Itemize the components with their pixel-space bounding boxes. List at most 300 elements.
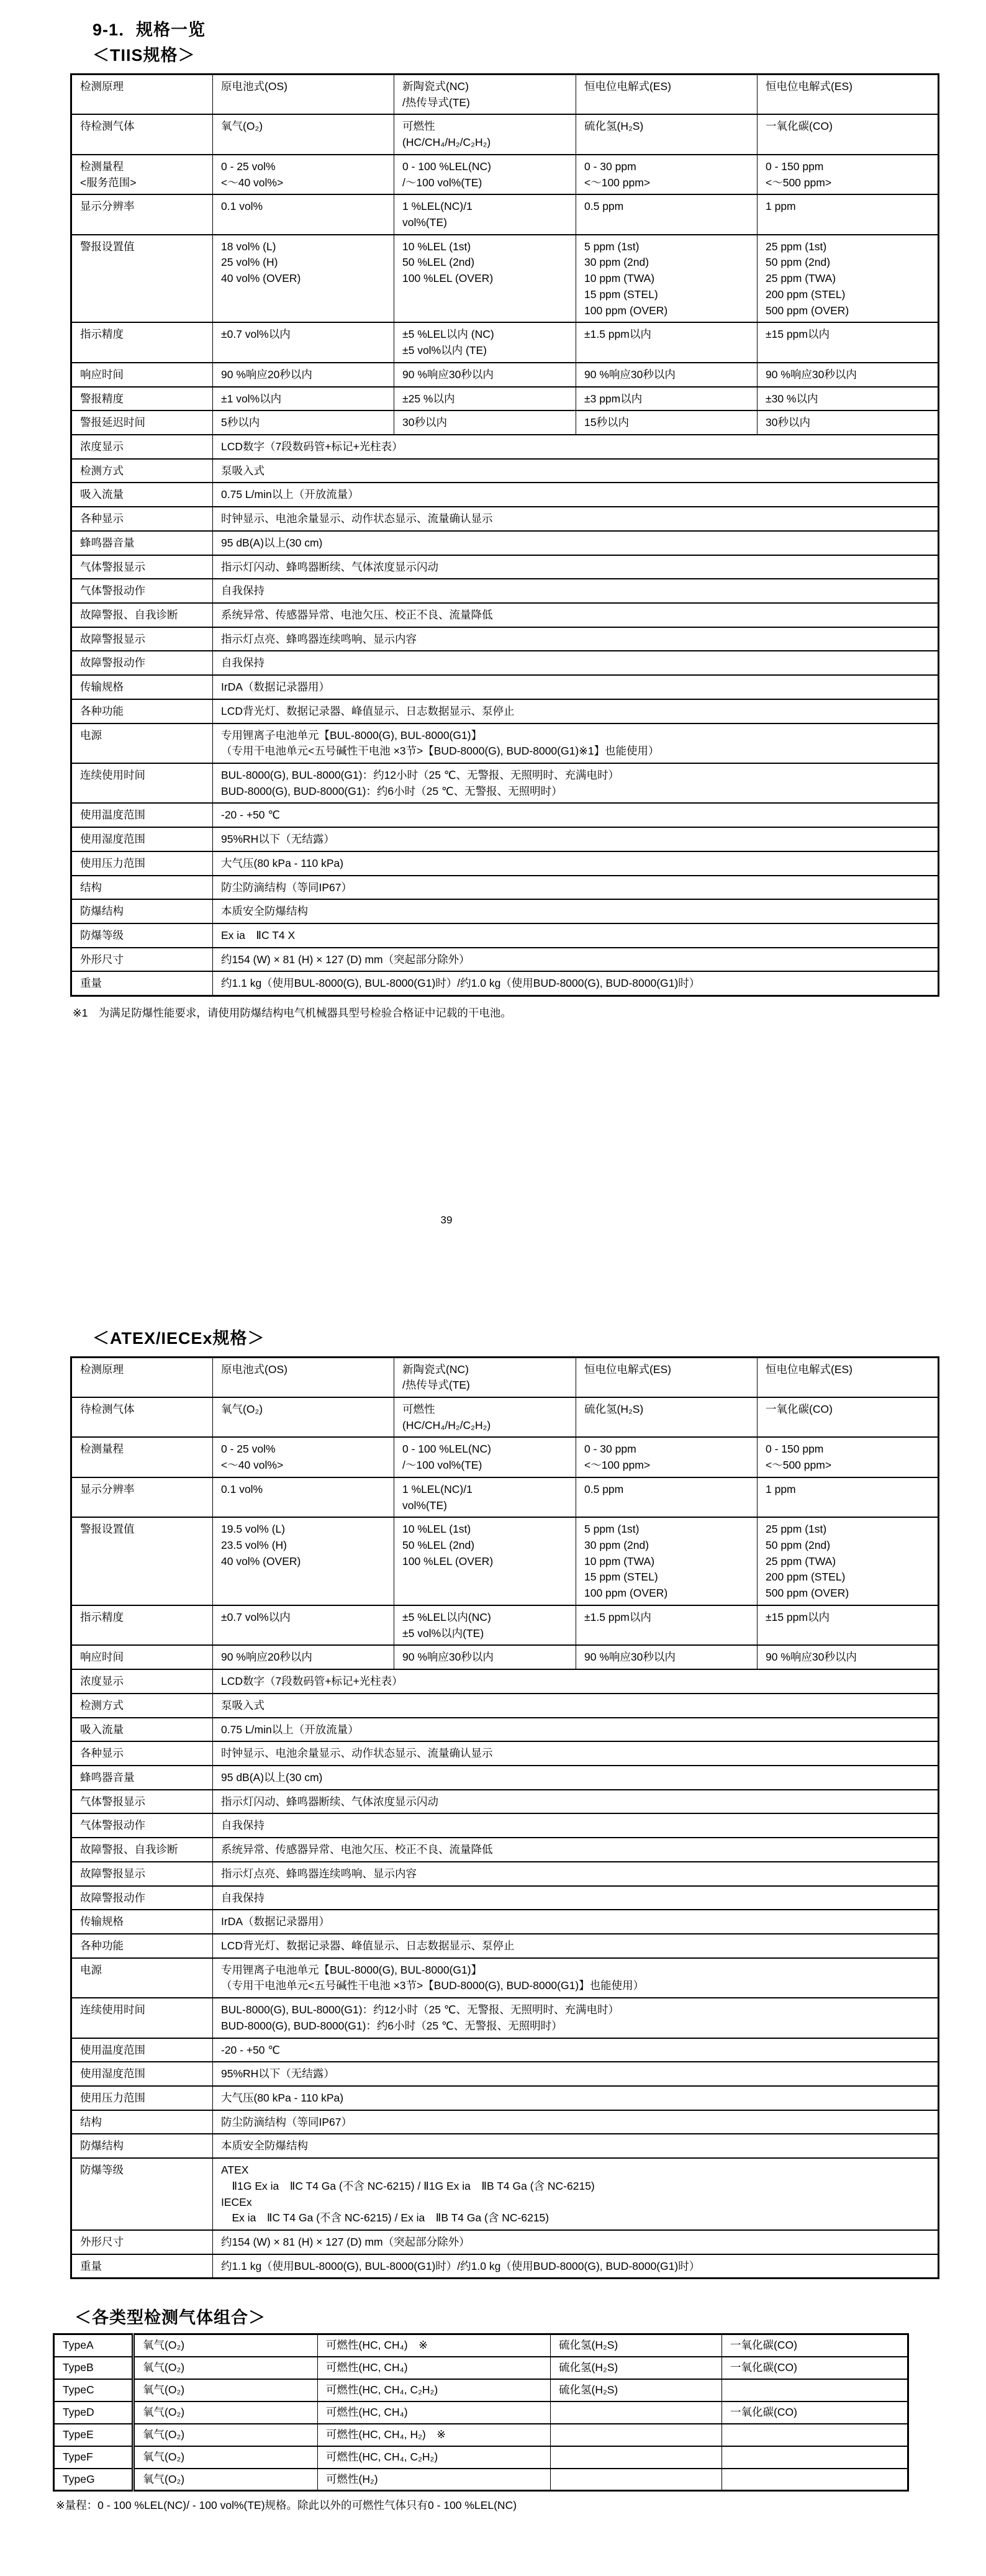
cell-line: 检测方式 [80, 1698, 124, 1712]
cell-line: 25 ppm (TWA) [766, 272, 836, 285]
cell-line: 泵吸入式 [221, 1698, 265, 1712]
cell-line: 专用锂离子电池单元【BUL-8000(G), BUL-8000(G1)】 [221, 1963, 482, 1976]
table-row [71, 483, 939, 507]
table-row [71, 971, 939, 995]
table-cell [71, 948, 213, 972]
table-cell [394, 322, 576, 362]
table-cell [213, 1934, 939, 1958]
cell-line: 指示灯点亮、蜂鸣器连续鸣响、显示内容 [221, 1867, 417, 1880]
cell-line: TypeE [63, 2428, 94, 2441]
cell-line: 50 ppm (2nd) [766, 256, 831, 269]
table-row [71, 235, 939, 323]
table-cell [71, 2230, 213, 2254]
table-cell [71, 723, 213, 763]
cell-line: 0 - 30 ppm [584, 1443, 636, 1456]
cell-line: 各种显示 [80, 1747, 124, 1760]
cell-line: 各种功能 [80, 1939, 124, 1952]
cell-line: 氧气(O₂) [143, 2428, 185, 2441]
cell-line: 0 - 150 ppm [766, 160, 824, 173]
table-row [71, 2086, 939, 2110]
cell-line: 一氧化碳(CO) [730, 2405, 797, 2418]
table-cell [758, 387, 939, 411]
cell-line: 30 ppm (2nd) [584, 1539, 649, 1552]
cell-line: 0 - 25 vol% [221, 1443, 276, 1456]
cell-line: ±5 %LEL以内(NC) [402, 1610, 491, 1623]
table-cell [71, 75, 213, 115]
cell-line: 可燃性(H₂) [326, 2472, 378, 2485]
cell-line: 0.75 L/min以上（开放流量） [221, 488, 359, 501]
cell-line: 浓度显示 [80, 440, 124, 453]
table-cell [576, 1357, 758, 1397]
cell-line: 90 %响应30秒以内 [402, 368, 494, 381]
table-row [71, 723, 939, 763]
cell-line: Ex ia ⅡC T4 Ga (不含 NC-6215) / Ex ia ⅡB T4 Ga (含 NC-6215) [221, 2211, 550, 2225]
table-row [71, 2158, 939, 2230]
table-row [71, 459, 939, 483]
table-cell [71, 1741, 213, 1766]
cell-line: LCD背光灯、数据记录器、峰值显示、日志数据显示、泵停止 [221, 704, 515, 717]
cell-line: 0.5 ppm [584, 200, 624, 213]
table-cell [576, 363, 758, 387]
cell-line: IrDA（数据记录器用） [221, 681, 330, 694]
cell-line: 响应时间 [80, 1651, 124, 1664]
table-cell [71, 763, 213, 803]
cell-line: 防爆结构 [80, 2139, 124, 2152]
cell-line [559, 2472, 717, 2488]
table-cell [576, 194, 758, 234]
cell-line [730, 2427, 902, 2443]
cell-line: <～500 ppm> [766, 176, 832, 189]
table-cell [133, 2334, 318, 2357]
table-cell [722, 2357, 908, 2379]
table-cell [213, 531, 939, 555]
cell-line: 硫化氢(H₂S) [584, 120, 644, 133]
table-cell [213, 899, 939, 923]
cell-line: Ex ia ⅡC T4 X [221, 929, 296, 942]
cell-line: ±25 %以内 [402, 392, 455, 405]
table-row [71, 803, 939, 827]
cell-line: 新陶瓷式(NC) [402, 1363, 469, 1376]
cell-line: 自我保持 [221, 584, 265, 597]
table-row [71, 2062, 939, 2086]
table-cell [394, 114, 576, 154]
cell-line: TypeA [63, 2339, 94, 2352]
cell-line: <～500 ppm> [766, 1459, 832, 1472]
table-cell [722, 2334, 908, 2357]
table-cell [71, 1645, 213, 1669]
cell-line: IrDA（数据记录器用） [221, 1915, 330, 1928]
table-cell [213, 763, 939, 803]
table-cell [394, 235, 576, 323]
cell-line: <～40 vol%> [221, 176, 284, 189]
table-cell [71, 1517, 213, 1605]
table-cell [71, 555, 213, 579]
cell-line: 5秒以内 [221, 416, 260, 429]
table-row [71, 627, 939, 651]
cell-line: /～100 vol%(TE) [402, 1459, 482, 1472]
table-cell [71, 803, 213, 827]
cell-line: 显示分辨率 [80, 1482, 135, 1495]
cell-line: 新陶瓷式(NC) [402, 80, 469, 93]
cell-line: 约1.1 kg（使用BUL-8000(G), BUL-8000(G1)时）/约1.0 kg（使用BUD-8000(G), BUD-8000(G1)时） [221, 977, 700, 990]
table-cell [71, 1605, 213, 1645]
table-cell [71, 2062, 213, 2086]
table-cell [71, 876, 213, 900]
cell-line: 10 %LEL (1st) [402, 1523, 471, 1536]
cell-line: IECEx [221, 2195, 252, 2208]
cell-line: 结构 [80, 881, 102, 894]
table-row [71, 155, 939, 194]
cell-line: BUL-8000(G), BUL-8000(G1)：约12小时（25 ℃、无警报、无照明时、充满电时） [221, 769, 620, 781]
table-cell [71, 651, 213, 675]
cell-line: 90 %响应30秒以内 [584, 1651, 676, 1664]
cell-line: 95 dB(A)以上(30 cm) [221, 536, 323, 549]
cell-line: 50 %LEL (2nd) [402, 1539, 475, 1552]
table-cell [213, 923, 939, 948]
table-row [54, 2424, 908, 2446]
cell-line: 约154 (W) × 81 (H) × 127 (D) mm（突起部分除外） [221, 2236, 470, 2249]
cell-line: LCD背光灯、数据记录器、峰值显示、日志数据显示、泵停止 [221, 1939, 515, 1952]
table-cell [71, 1813, 213, 1838]
cell-line: 1 ppm [766, 1482, 796, 1495]
cell-line: 时钟显示、电池余量显示、动作状态显示、流量确认显示 [221, 1747, 493, 1760]
cell-line: 吸入流量 [80, 488, 124, 501]
table-cell [213, 1397, 394, 1437]
table-row [71, 507, 939, 531]
cell-line: ±0.7 vol%以内 [221, 328, 291, 341]
table-cell [213, 1998, 939, 2038]
cell-line: 故障警报动作 [80, 1891, 145, 1904]
cell-line: 200 ppm (STEL) [766, 288, 846, 301]
table-cell [758, 75, 939, 115]
cell-line: 防爆结构 [80, 905, 124, 918]
cell-line: 蜂鸣器音量 [80, 1771, 135, 1784]
cell-line: 30秒以内 [402, 416, 447, 429]
table-row [71, 1910, 939, 1934]
cell-line: 恒电位电解式(ES) [584, 80, 671, 93]
cell-line: 各种显示 [80, 512, 124, 525]
cell-line: 100 ppm (OVER) [584, 304, 668, 317]
cell-line: ±1 vol%以内 [221, 392, 282, 405]
cell-line: （专用干电池单元<五号碱性干电池 ×3节>【BUD-8000(G), BUD-8000(G1)※1】也能使用） [221, 745, 659, 758]
cell-line: 响应时间 [80, 368, 124, 381]
table-cell [758, 1437, 939, 1477]
cell-line: 氧气(O₂) [143, 2450, 185, 2463]
table-cell [71, 459, 213, 483]
cell-line: 0.1 vol% [221, 1482, 263, 1495]
table-cell [213, 1437, 394, 1477]
table-cell [133, 2424, 318, 2446]
table-row [71, 322, 939, 362]
table-cell [213, 2254, 939, 2279]
table-cell [213, 2134, 939, 2158]
table-cell [758, 1357, 939, 1397]
table-row [71, 675, 939, 699]
cell-line: 0 - 100 %LEL(NC) [402, 160, 491, 173]
cell-line: 蜂鸣器音量 [80, 536, 135, 549]
cell-line [730, 2382, 902, 2398]
cell-line: 故障警报动作 [80, 656, 145, 669]
cell-line: 本质安全防爆结构 [221, 905, 308, 918]
cell-line: 连续使用时间 [80, 769, 145, 781]
table-cell [576, 155, 758, 194]
table-row [54, 2334, 908, 2357]
cell-line: 一氧化碳(CO) [766, 1403, 833, 1415]
table-cell [758, 363, 939, 387]
cell-line: 40 vol% (OVER) [221, 1554, 301, 1567]
cell-line: 氧气(O₂) [143, 2339, 185, 2352]
cell-line: vol%(TE) [402, 1499, 447, 1512]
cell-line: 防爆等级 [80, 2164, 124, 2177]
table-row [71, 1605, 939, 1645]
table-row [71, 923, 939, 948]
cell-line: 25 vol% (H) [221, 256, 278, 269]
table-cell [213, 114, 394, 154]
cell-line: ±1.5 ppm以内 [584, 1610, 651, 1623]
table-cell [213, 1886, 939, 1910]
table-cell [213, 1790, 939, 1814]
table-cell [758, 235, 939, 323]
table-cell [213, 555, 939, 579]
table-row [71, 948, 939, 972]
cell-line: （专用干电池单元<五号碱性干电池 ×3节>【BUD-8000(G), BUD-8000(G1)】也能使用） [221, 1979, 645, 1992]
footnote-tiis: ※1 为满足防爆性能要求，请使用防爆结构电气机械器具型号检验合格证中记载的干电池。 [73, 1007, 512, 1020]
cell-line: 气体警报动作 [80, 1819, 145, 1832]
table-cell [71, 923, 213, 948]
table-cell [71, 1437, 213, 1477]
cell-line: TypeC [63, 2383, 94, 2396]
table-row [71, 2134, 939, 2158]
table-cell [394, 363, 576, 387]
cell-line: 硫化氢(H₂S) [559, 2339, 618, 2352]
table-row [71, 899, 939, 923]
table-cell [576, 1605, 758, 1645]
table-cell [213, 1357, 394, 1397]
table-row [71, 1862, 939, 1886]
table-row [71, 1517, 939, 1605]
table-cell [551, 2446, 722, 2469]
cell-line: 检测原理 [80, 80, 124, 93]
cell-line: 泵吸入式 [221, 464, 265, 477]
table-cell [394, 1517, 576, 1605]
table-cell [394, 1605, 576, 1645]
cell-line: 90 %响应30秒以内 [766, 1651, 857, 1664]
table-cell [71, 114, 213, 154]
table-cell [213, 387, 394, 411]
cell-line: 气体警报动作 [80, 584, 145, 597]
table-cell [71, 2110, 213, 2134]
table-cell [71, 194, 213, 234]
table-cell [318, 2446, 551, 2469]
table-cell [318, 2379, 551, 2401]
table-row [71, 1934, 939, 1958]
table-cell [71, 483, 213, 507]
table-cell [71, 507, 213, 531]
cell-line: 可燃性 [402, 1403, 435, 1415]
cell-line: 约154 (W) × 81 (H) × 127 (D) mm（突起部分除外） [221, 953, 470, 966]
cell-line: 显示分辨率 [80, 200, 135, 213]
cell-line: 15 ppm (STEL) [584, 1571, 658, 1584]
table-cell [318, 2401, 551, 2424]
table-cell [576, 1397, 758, 1437]
cell-line: 防尘防滴结构（等同IP67） [221, 2115, 352, 2128]
table-cell [213, 627, 939, 651]
cell-line: 0.5 ppm [584, 1482, 624, 1495]
cell-line: 50 ppm (2nd) [766, 1539, 831, 1552]
table-cell [576, 75, 758, 115]
table-row [54, 2469, 908, 2491]
cell-line: ±1.5 ppm以内 [584, 328, 651, 341]
cell-line: 使用温度范围 [80, 809, 145, 822]
table-cell [54, 2424, 133, 2446]
table-cell [394, 1437, 576, 1477]
table-cell [213, 579, 939, 603]
cell-line: vol%(TE) [402, 216, 447, 229]
spec-table-atex [70, 1356, 939, 2280]
table-cell [213, 1645, 394, 1669]
gas-type-table [53, 2333, 909, 2492]
table-cell [576, 1437, 758, 1477]
table-row [71, 114, 939, 154]
cell-line: ±5 vol%以内 (TE) [402, 344, 487, 357]
cell-line: 连续使用时间 [80, 2003, 145, 2016]
table-cell [551, 2469, 722, 2491]
cell-line: 原电池式(OS) [221, 1363, 287, 1376]
cell-line: BUD-8000(G), BUD-8000(G1)：约6小时（25 ℃、无警报、无照明时） [221, 784, 563, 797]
table-cell [213, 507, 939, 531]
cell-line: 传输规格 [80, 681, 124, 694]
cell-line: 90 %响应30秒以内 [584, 368, 676, 381]
table-row [71, 1397, 939, 1437]
table-cell [54, 2334, 133, 2357]
cell-line: 结构 [80, 2115, 102, 2128]
table-cell [133, 2357, 318, 2379]
cell-line: 外形尺寸 [80, 2236, 124, 2249]
cell-line: 自我保持 [221, 656, 265, 669]
cell-line: 自我保持 [221, 1819, 265, 1832]
cell-line: 检测量程 [80, 160, 124, 173]
table-cell [71, 851, 213, 876]
cell-line: 电源 [80, 1963, 102, 1976]
table-cell [394, 1645, 576, 1669]
section-title-atex: ＜ATEX/IECEx规格＞ [93, 1328, 265, 1348]
table-cell [213, 410, 394, 435]
table-cell [213, 2062, 939, 2086]
table-cell [758, 114, 939, 154]
table-row [71, 1886, 939, 1910]
cell-line: ±3 ppm以内 [584, 392, 643, 405]
cell-line: 氧气(O₂) [143, 2472, 185, 2485]
table-cell [133, 2469, 318, 2491]
section-title-tiis: ＜TIIS规格＞ [93, 46, 196, 65]
cell-line: 检测方式 [80, 464, 124, 477]
cell-line: 200 ppm (STEL) [766, 1571, 846, 1584]
table-row [71, 1694, 939, 1718]
table-row [71, 1718, 939, 1742]
cell-line: 防尘防滴结构（等同IP67） [221, 881, 352, 894]
table-row [71, 851, 939, 876]
table-cell [213, 651, 939, 675]
cell-line: TypeB [63, 2361, 94, 2374]
table-cell [758, 194, 939, 234]
cell-line: 50 %LEL (2nd) [402, 256, 475, 269]
table-cell [71, 387, 213, 411]
table-cell [213, 699, 939, 723]
table-cell [551, 2334, 722, 2357]
table-row [71, 1838, 939, 1862]
cell-line: ±5 %LEL以内 (NC) [402, 328, 494, 341]
table-cell [394, 155, 576, 194]
table-cell [213, 322, 394, 362]
cell-line: 故障警报、自我诊断 [80, 608, 178, 621]
table-cell [213, 1862, 939, 1886]
table-cell [71, 627, 213, 651]
table-cell [213, 363, 394, 387]
table-cell [71, 603, 213, 627]
table-cell [576, 1477, 758, 1517]
table-row [71, 1958, 939, 1998]
table-cell [758, 410, 939, 435]
cell-line: ±5 vol%以内(TE) [402, 1626, 484, 1639]
table-row [71, 1790, 939, 1814]
cell-line: ±15 ppm以内 [766, 1610, 830, 1623]
table-cell [213, 2038, 939, 2062]
table-row [71, 435, 939, 459]
table-cell [551, 2401, 722, 2424]
table-cell [54, 2379, 133, 2401]
cell-line: 100 %LEL (OVER) [402, 1554, 494, 1567]
page-number: 39 [440, 1213, 453, 1226]
table-cell [71, 410, 213, 435]
table-cell [722, 2469, 908, 2491]
table-cell [213, 948, 939, 972]
cell-line: 5 ppm (1st) [584, 240, 640, 253]
cell-line: 可燃性(HC, CH₄) [326, 2361, 408, 2374]
table-cell [71, 1718, 213, 1742]
cell-line: 恒电位电解式(ES) [766, 1363, 853, 1376]
cell-line: 系统异常、传感器异常、电池欠压、校正不良、流量降低 [221, 1843, 493, 1856]
table-cell [71, 2038, 213, 2062]
table-cell [213, 1718, 939, 1742]
table-cell [758, 1397, 939, 1437]
table-cell [758, 1517, 939, 1605]
table-cell [213, 2110, 939, 2134]
table-cell [722, 2401, 908, 2424]
table-row [71, 75, 939, 115]
table-cell [133, 2446, 318, 2469]
cell-line: 500 ppm (OVER) [766, 304, 849, 317]
cell-line: TypeD [63, 2405, 94, 2418]
table-cell [213, 483, 939, 507]
table-cell [394, 1397, 576, 1437]
cell-line: 警报设置值 [80, 240, 135, 253]
cell-line: 防爆等级 [80, 929, 124, 942]
table-cell [213, 1669, 939, 1694]
cell-line: ±15 ppm以内 [766, 328, 830, 341]
table-row [71, 1437, 939, 1477]
cell-line: 5 ppm (1st) [584, 1523, 640, 1536]
cell-line: 可燃性(HC, CH₄, C₂H₂) [326, 2450, 438, 2463]
cell-line: 氧气(O₂) [143, 2383, 185, 2396]
cell-line: 可燃性(HC, CH₄) ※ [326, 2339, 428, 2352]
cell-line: /热传导式(TE) [402, 1379, 470, 1392]
cell-line: 故障警报显示 [80, 1867, 145, 1880]
cell-line: 0.1 vol% [221, 200, 263, 213]
cell-line: 95%RH以下（无结露） [221, 833, 335, 846]
cell-line: /热传导式(TE) [402, 96, 470, 109]
cell-line: 可燃性(HC, CH₄) [326, 2405, 408, 2418]
table-row [71, 2038, 939, 2062]
